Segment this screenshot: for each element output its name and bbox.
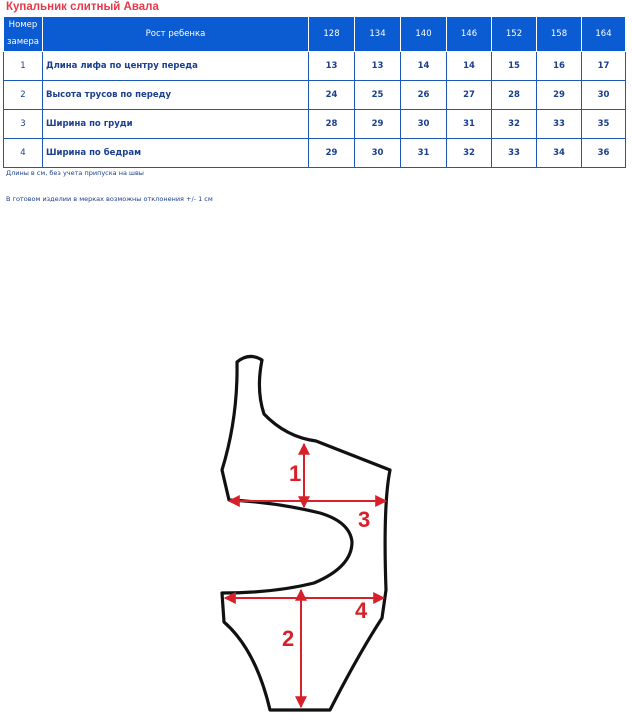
row-value: 36 [582,139,626,168]
row-number: 4 [4,139,43,168]
row-value: 13 [355,52,401,81]
row-value: 28 [492,81,537,110]
note-lengths: Длины в см, без учета припуска на швы [6,169,144,177]
row-name: Длина лифа по центру переда [43,52,309,81]
row-value: 25 [355,81,401,110]
row-value: 27 [447,81,492,110]
row-value: 13 [309,52,355,81]
row-name: Ширина по груди [43,110,309,139]
row-value: 30 [355,139,401,168]
row-value: 34 [537,139,582,168]
marker-3: 3 [358,507,371,532]
header-size: 140 [401,17,447,52]
row-value: 31 [401,139,447,168]
row-value: 14 [447,52,492,81]
row-value: 30 [401,110,447,139]
row-value: 17 [582,52,626,81]
row-value: 15 [492,52,537,81]
note-deviation: В готовом изделии в мерках возможны отклонения +/- 1 см [6,195,213,203]
row-number: 1 [4,52,43,81]
row-value: 33 [492,139,537,168]
header-size: 134 [355,17,401,52]
row-number: 3 [4,110,43,139]
header-size: 146 [447,17,492,52]
marker-2: 2 [282,626,295,651]
marker-4: 4 [355,598,368,623]
page-title: Купальник слитный Авала [6,1,159,13]
row-value: 14 [401,52,447,81]
row-value: 35 [582,110,626,139]
row-value: 24 [309,81,355,110]
row-value: 29 [309,139,355,168]
row-value: 30 [582,81,626,110]
header-child-height: Рост ребенка [43,17,309,52]
header-size: 128 [309,17,355,52]
header-measure-number: Номер замера [4,17,43,52]
row-value: 32 [492,110,537,139]
row-value: 31 [447,110,492,139]
row-name: Высота трусов по переду [43,81,309,110]
row-value: 32 [447,139,492,168]
row-name: Ширина по бедрам [43,139,309,168]
row-value: 29 [537,81,582,110]
header-size: 164 [582,17,626,52]
marker-1: 1 [289,461,302,486]
row-value: 29 [355,110,401,139]
swimsuit-outline [222,356,390,710]
row-value: 28 [309,110,355,139]
row-value: 16 [537,52,582,81]
row-value: 33 [537,110,582,139]
header-size: 152 [492,17,537,52]
row-value: 26 [401,81,447,110]
header-size: 158 [537,17,582,52]
row-number: 2 [4,81,43,110]
